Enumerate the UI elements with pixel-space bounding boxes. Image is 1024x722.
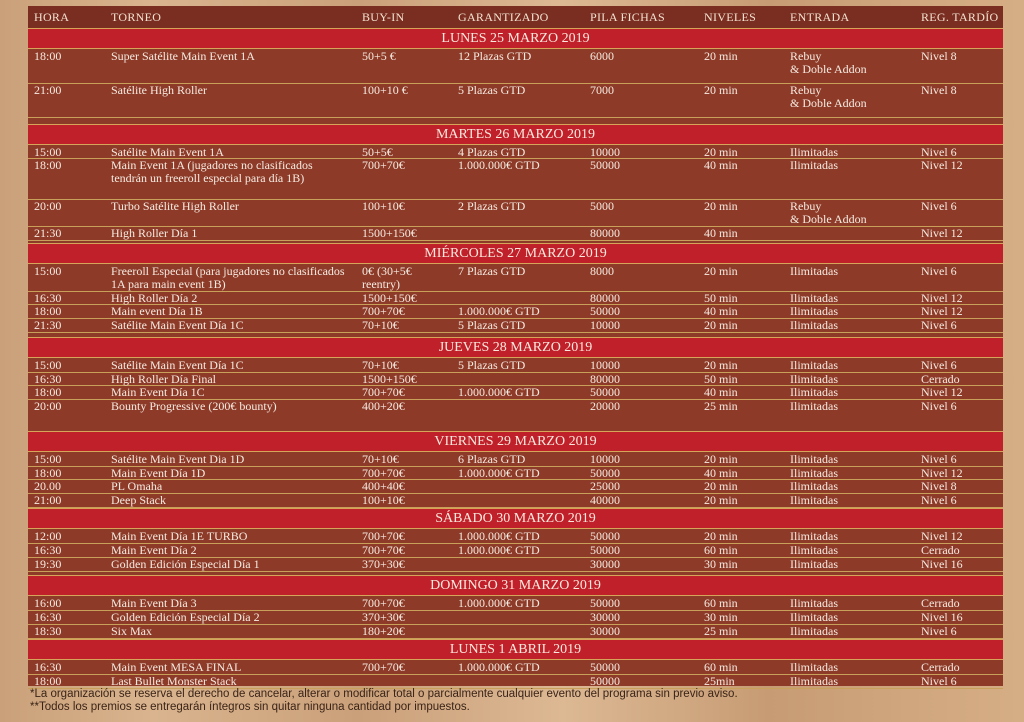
cell-hora: 20:00: [34, 399, 62, 413]
cell-niveles: 20 min: [704, 479, 738, 493]
cell-reg-tardio: Cerrado: [921, 660, 960, 674]
table-row: [28, 291, 1003, 305]
cell-hora: 16:30: [34, 660, 62, 674]
cell-buyin: 70+10€: [362, 452, 399, 466]
cell-garantizado: 5 Plazas GTD: [458, 83, 526, 97]
cell-torneo: Deep Stack: [111, 493, 166, 507]
cell-torneo: Main Event MESA FINAL: [111, 660, 242, 674]
cell-garantizado: 5 Plazas GTD: [458, 358, 526, 372]
cell-reg-tardio: Nivel 6: [921, 358, 957, 372]
header-reg-tardio: REG. TARDÍO: [921, 10, 999, 24]
cell-reg-tardio: Nivel 12: [921, 529, 963, 543]
cell-garantizado: 4 Plazas GTD: [458, 145, 526, 159]
cell-pila: 50000: [590, 674, 620, 688]
table-row: [28, 529, 1003, 544]
cell-entrada: Rebuy & Doble Addon: [790, 199, 867, 226]
cell-pila: 10000: [590, 452, 620, 466]
footnote: **Todos los premios se entregarán íntegros sin quitar ninguna cantidad por impuestos.: [30, 701, 470, 713]
cell-entrada: Ilimitadas: [790, 358, 838, 372]
cell-reg-tardio: Nivel 6: [921, 399, 957, 413]
cell-hora: 18:00: [34, 385, 62, 399]
table-row: [28, 674, 1003, 689]
day-header: SÁBADO 30 MARZO 2019: [28, 508, 1003, 529]
cell-buyin: 700+70€: [362, 596, 405, 610]
cell-hora: 12:00: [34, 529, 62, 543]
cell-reg-tardio: Nivel 12: [921, 158, 963, 172]
table-row: [28, 610, 1003, 625]
cell-reg-tardio: Cerrado: [921, 596, 960, 610]
cell-pila: 50000: [590, 466, 620, 480]
cell-entrada: Ilimitadas: [790, 466, 838, 480]
cell-buyin: 1500+150€: [362, 372, 417, 386]
table-row: [28, 318, 1003, 333]
cell-buyin: 0€ (30+5€ reentry): [362, 264, 412, 291]
cell-pila: 80000: [590, 372, 620, 386]
day-header: VIERNES 29 MARZO 2019: [28, 431, 1003, 452]
cell-hora: 15:00: [34, 145, 62, 159]
cell-garantizado: 6 Plazas GTD: [458, 452, 526, 466]
cell-torneo: Main event Día 1B: [111, 304, 203, 318]
cell-reg-tardio: Nivel 6: [921, 452, 957, 466]
cell-reg-tardio: Nivel 12: [921, 385, 963, 399]
cell-hora: 15:00: [34, 452, 62, 466]
cell-pila: 10000: [590, 145, 620, 159]
cell-entrada: Ilimitadas: [790, 372, 838, 386]
day-header: LUNES 1 ABRIL 2019: [28, 639, 1003, 660]
cell-hora: 18:00: [34, 304, 62, 318]
cell-reg-tardio: Nivel 6: [921, 318, 957, 332]
day-header: LUNES 25 MARZO 2019: [28, 28, 1003, 49]
table-row: [28, 624, 1003, 639]
header-entrada: ENTRADA: [790, 10, 850, 24]
cell-buyin: 1500+150€: [362, 291, 417, 305]
footnotes: [30, 688, 738, 714]
cell-reg-tardio: Nivel 6: [921, 145, 957, 159]
cell-buyin: 700+70€: [362, 304, 405, 318]
cell-buyin: 700+70€: [362, 529, 405, 543]
cell-torneo: Six Max: [111, 624, 153, 638]
cell-hora: 21:00: [34, 493, 62, 507]
cell-torneo: Satélite Main Event Dia 1D: [111, 452, 245, 466]
cell-hora: 15:00: [34, 264, 62, 278]
footnote: *La organización se reserva el derecho de cancelar, alterar o modificar total o parcialmente cualquier evento del programa sin previo aviso.: [30, 688, 738, 700]
cell-buyin: 370+30€: [362, 557, 405, 571]
cell-torneo: High Roller Día 1: [111, 226, 198, 240]
table-row: [28, 479, 1003, 494]
cell-niveles: 40 min: [704, 466, 738, 480]
cell-hora: 19:30: [34, 557, 62, 571]
table-row: [28, 158, 1003, 200]
cell-reg-tardio: Cerrado: [921, 372, 960, 386]
cell-entrada: Ilimitadas: [790, 610, 838, 624]
table-row: [28, 543, 1003, 558]
cell-pila: 50000: [590, 529, 620, 543]
table-row: [28, 358, 1003, 373]
cell-entrada: Ilimitadas: [790, 264, 838, 278]
cell-hora: 21:30: [34, 318, 62, 332]
cell-buyin: 100+10 €: [362, 83, 408, 97]
cell-torneo: Bounty Progressive (200€ bounty): [111, 399, 277, 413]
cell-torneo: High Roller Día Final: [111, 372, 216, 386]
cell-entrada: Ilimitadas: [790, 674, 838, 688]
table-row: [28, 145, 1003, 159]
cell-niveles: 20 min: [704, 83, 738, 97]
cell-pila: 7000: [590, 83, 614, 97]
cell-torneo: Main Event Día 1E TURBO: [111, 529, 248, 543]
cell-reg-tardio: Nivel 12: [921, 304, 963, 318]
cell-buyin: 70+10€: [362, 358, 399, 372]
cell-torneo: Satélite Main Event Día 1C: [111, 358, 244, 372]
cell-reg-tardio: Nivel 6: [921, 264, 957, 278]
cell-entrada: Ilimitadas: [790, 624, 838, 638]
cell-torneo: PL Omaha: [111, 479, 163, 493]
cell-hora: 16:30: [34, 610, 62, 624]
cell-buyin: 700+70€: [362, 466, 405, 480]
cell-niveles: 40 min: [704, 304, 738, 318]
cell-pila: 20000: [590, 399, 620, 413]
table-row: [28, 385, 1003, 400]
cell-entrada: Ilimitadas: [790, 596, 838, 610]
cell-pila: 30000: [590, 624, 620, 638]
cell-reg-tardio: Nivel 16: [921, 610, 963, 624]
cell-entrada: Ilimitadas: [790, 479, 838, 493]
cell-pila: 6000: [590, 49, 614, 63]
cell-hora: 16:00: [34, 596, 62, 610]
cell-torneo: Main Event Día 1C: [111, 385, 205, 399]
cell-entrada: Ilimitadas: [790, 318, 838, 332]
cell-garantizado: 1.000.000€ GTD: [458, 596, 540, 610]
schedule-table: [28, 6, 1003, 686]
cell-pila: 50000: [590, 543, 620, 557]
cell-torneo: Main Event 1A (jugadores no clasificados tendrán un freeroll especial para día 1B): [111, 158, 313, 185]
cell-pila: 25000: [590, 479, 620, 493]
cell-pila: 80000: [590, 226, 620, 240]
cell-garantizado: 1.000.000€ GTD: [458, 660, 540, 674]
cell-torneo: Main Event Día 2: [111, 543, 197, 557]
cell-garantizado: 1.000.000€ GTD: [458, 543, 540, 557]
cell-hora: 16:30: [34, 291, 62, 305]
cell-hora: 15:00: [34, 358, 62, 372]
cell-niveles: 50 min: [704, 372, 738, 386]
cell-niveles: 25 min: [704, 624, 738, 638]
cell-torneo: Main Event Día 3: [111, 596, 197, 610]
cell-pila: 50000: [590, 660, 620, 674]
header-niveles: NIVELES: [704, 10, 757, 24]
cell-pila: 8000: [590, 264, 614, 278]
header-buyin: BUY-IN: [362, 10, 405, 24]
cell-reg-tardio: Nivel 12: [921, 226, 963, 240]
cell-niveles: 20 min: [704, 358, 738, 372]
header-hora: HORA: [34, 10, 70, 24]
table-row: [28, 557, 1003, 572]
cell-reg-tardio: Nivel 16: [921, 557, 963, 571]
cell-entrada: Ilimitadas: [790, 660, 838, 674]
cell-garantizado: 7 Plazas GTD: [458, 264, 526, 278]
table-row: [28, 596, 1003, 611]
cell-buyin: 1500+150€: [362, 226, 417, 240]
cell-hora: 20.00: [34, 479, 61, 493]
cell-buyin: 700+70€: [362, 660, 405, 674]
cell-niveles: 40 min: [704, 226, 738, 240]
cell-reg-tardio: Nivel 6: [921, 624, 957, 638]
cell-niveles: 60 min: [704, 660, 738, 674]
table-row: [28, 83, 1003, 118]
cell-hora: 18:00: [34, 49, 62, 63]
table-row: [28, 49, 1003, 84]
cell-buyin: 400+40€: [362, 479, 405, 493]
table-row: [28, 264, 1003, 292]
cell-buyin: 700+70€: [362, 385, 405, 399]
cell-reg-tardio: Nivel 6: [921, 199, 957, 213]
cell-pila: 30000: [590, 557, 620, 571]
cell-buyin: 700+70€: [362, 543, 405, 557]
cell-garantizado: 1.000.000€ GTD: [458, 529, 540, 543]
cell-niveles: 60 min: [704, 596, 738, 610]
cell-hora: 18:00: [34, 674, 62, 688]
cell-entrada: Ilimitadas: [790, 385, 838, 399]
cell-buyin: 100+10€: [362, 199, 405, 213]
cell-pila: 40000: [590, 493, 620, 507]
cell-buyin: 180+20€: [362, 624, 405, 638]
cell-hora: 18:00: [34, 466, 62, 480]
day-header: JUEVES 28 MARZO 2019: [28, 337, 1003, 358]
cell-niveles: 40 min: [704, 385, 738, 399]
cell-torneo: High Roller Día 2: [111, 291, 198, 305]
cell-entrada: Ilimitadas: [790, 557, 838, 571]
cell-hora: 18:00: [34, 158, 62, 172]
cell-torneo: Super Satélite Main Event 1A: [111, 49, 255, 63]
cell-reg-tardio: Nivel 8: [921, 49, 957, 63]
cell-torneo: Satélite Main Event 1A: [111, 145, 224, 159]
cell-hora: 16:30: [34, 543, 62, 557]
table-row: [28, 452, 1003, 467]
cell-garantizado: 5 Plazas GTD: [458, 318, 526, 332]
cell-garantizado: 2 Plazas GTD: [458, 199, 526, 213]
cell-niveles: 20 min: [704, 264, 738, 278]
cell-entrada: Ilimitadas: [790, 529, 838, 543]
cell-niveles: 25min: [704, 674, 735, 688]
cell-niveles: 25 min: [704, 399, 738, 413]
cell-torneo: Satélite High Roller: [111, 83, 207, 97]
cell-entrada: Rebuy & Doble Addon: [790, 83, 867, 110]
cell-niveles: 20 min: [704, 199, 738, 213]
cell-buyin: 370+30€: [362, 610, 405, 624]
cell-buyin: 70+10€: [362, 318, 399, 332]
cell-torneo: Golden Edición Especial Día 2: [111, 610, 260, 624]
day-header: MIÉRCOLES 27 MARZO 2019: [28, 243, 1003, 264]
cell-niveles: 20 min: [704, 145, 738, 159]
cell-entrada: Ilimitadas: [790, 399, 838, 413]
cell-garantizado: 1.000.000€ GTD: [458, 158, 540, 172]
header-torneo: TORNEO: [111, 10, 162, 24]
cell-pila: 50000: [590, 385, 620, 399]
cell-reg-tardio: Nivel 12: [921, 466, 963, 480]
table-row: [28, 372, 1003, 386]
cell-pila: 50000: [590, 158, 620, 172]
cell-entrada: Ilimitadas: [790, 158, 838, 172]
cell-niveles: 20 min: [704, 49, 738, 63]
cell-niveles: 30 min: [704, 610, 738, 624]
cell-torneo: Last Bullet Monster Stack: [111, 674, 237, 688]
cell-reg-tardio: Nivel 8: [921, 479, 957, 493]
cell-niveles: 50 min: [704, 291, 738, 305]
table-row: [28, 660, 1003, 675]
cell-entrada: Rebuy & Doble Addon: [790, 49, 867, 76]
cell-pila: 5000: [590, 199, 614, 213]
cell-entrada: Ilimitadas: [790, 291, 838, 305]
cell-entrada: Ilimitadas: [790, 452, 838, 466]
cell-torneo: Satélite Main Event Día 1C: [111, 318, 244, 332]
cell-niveles: 40 min: [704, 158, 738, 172]
cell-entrada: Ilimitadas: [790, 543, 838, 557]
cell-niveles: 20 min: [704, 452, 738, 466]
cell-hora: 20:00: [34, 199, 62, 213]
cell-hora: 18:30: [34, 624, 62, 638]
cell-torneo: Golden Edición Especial Día 1: [111, 557, 260, 571]
cell-garantizado: 12 Plazas GTD: [458, 49, 532, 63]
cell-pila: 30000: [590, 610, 620, 624]
table-row: [28, 226, 1003, 241]
cell-reg-tardio: Cerrado: [921, 543, 960, 557]
cell-garantizado: 1.000.000€ GTD: [458, 466, 540, 480]
cell-buyin: 700+70€: [362, 158, 405, 172]
day-header: MARTES 26 MARZO 2019: [28, 124, 1003, 145]
table-row: [28, 304, 1003, 319]
table-row: [28, 466, 1003, 480]
table-row: [28, 199, 1003, 227]
cell-buyin: 100+10€: [362, 493, 405, 507]
cell-hora: 21:30: [34, 226, 62, 240]
cell-buyin: 400+20€: [362, 399, 405, 413]
table-header: [28, 6, 1003, 30]
cell-hora: 21:00: [34, 83, 62, 97]
cell-pila: 50000: [590, 304, 620, 318]
cell-pila: 80000: [590, 291, 620, 305]
cell-pila: 10000: [590, 358, 620, 372]
table-row: [28, 493, 1003, 508]
cell-torneo: Turbo Satélite High Roller: [111, 199, 239, 213]
cell-reg-tardio: Nivel 12: [921, 291, 963, 305]
cell-torneo: Freeroll Especial (para jugadores no clasificados 1A para main event 1B): [111, 264, 345, 291]
cell-pila: 50000: [590, 596, 620, 610]
cell-buyin: 50+5€: [362, 145, 393, 159]
cell-torneo: Main Event Día 1D: [111, 466, 206, 480]
cell-pila: 10000: [590, 318, 620, 332]
cell-niveles: 20 min: [704, 529, 738, 543]
cell-niveles: 20 min: [704, 318, 738, 332]
cell-entrada: Ilimitadas: [790, 493, 838, 507]
day-header: DOMINGO 31 MARZO 2019: [28, 575, 1003, 596]
cell-reg-tardio: Nivel 6: [921, 674, 957, 688]
cell-reg-tardio: Nivel 6: [921, 493, 957, 507]
header-pila: PILA FICHAS: [590, 10, 665, 24]
header-garantizado: GARANTIZADO: [458, 10, 549, 24]
cell-reg-tardio: Nivel 8: [921, 83, 957, 97]
cell-entrada: Ilimitadas: [790, 304, 838, 318]
cell-hora: 16:30: [34, 372, 62, 386]
cell-niveles: 60 min: [704, 543, 738, 557]
cell-niveles: 30 min: [704, 557, 738, 571]
cell-garantizado: 1.000.000€ GTD: [458, 385, 540, 399]
cell-buyin: 50+5 €: [362, 49, 396, 63]
cell-entrada: Ilimitadas: [790, 145, 838, 159]
cell-garantizado: 1.000.000€ GTD: [458, 304, 540, 318]
cell-niveles: 20 min: [704, 493, 738, 507]
